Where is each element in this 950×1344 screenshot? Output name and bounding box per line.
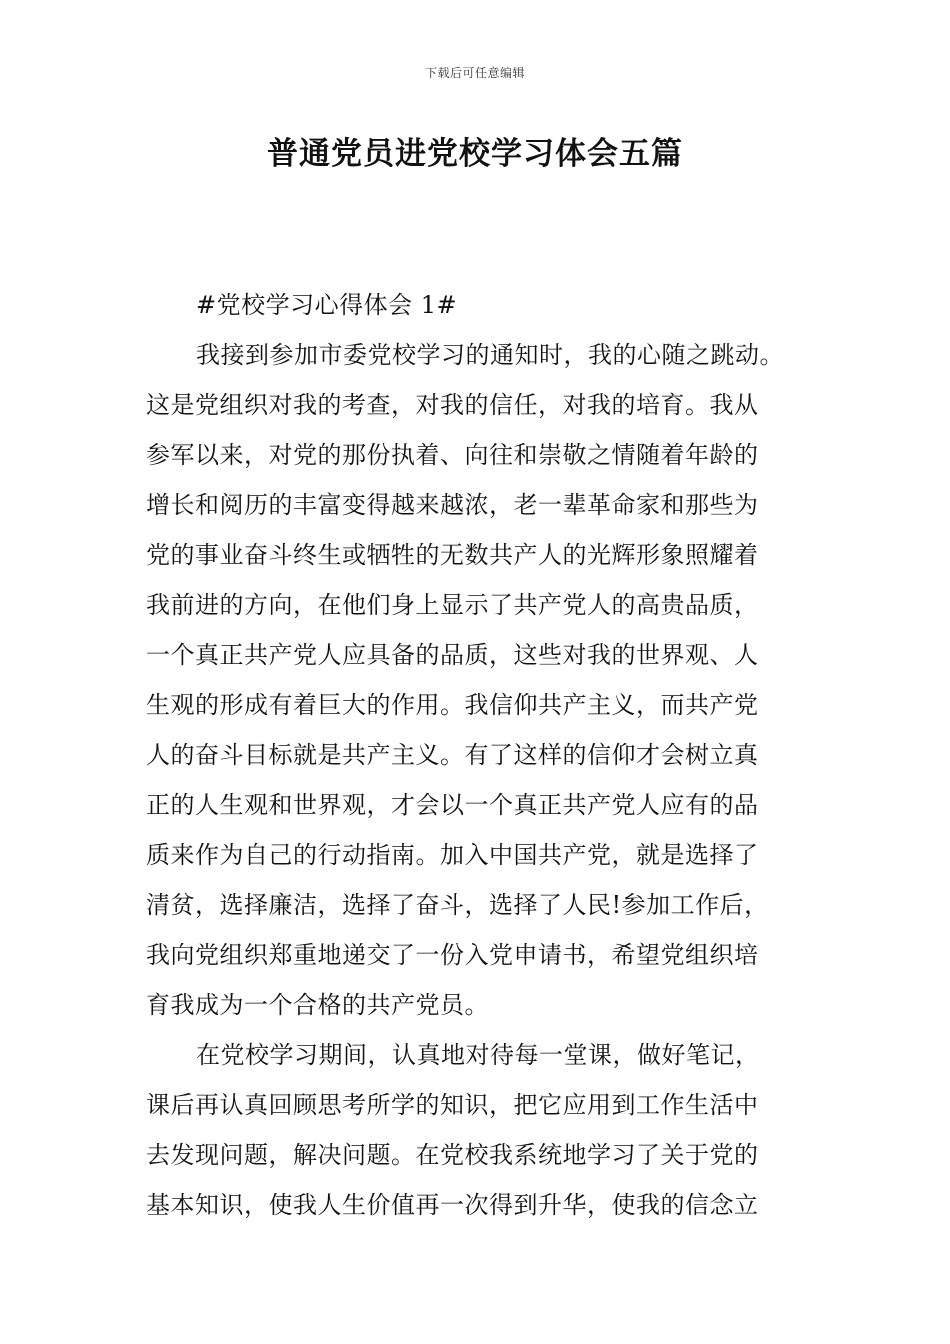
text-line: 党的事业奋斗终生或牺牲的无数共产人的光辉形象照耀着 [146, 541, 759, 569]
paragraph-2 [146, 1030, 826, 1230]
text-line: 课后再认真回顾思考所学的知识，把它应用到工作生活中 [146, 1091, 759, 1119]
document-title: 普通党员进党校学习体会五篇 [267, 136, 683, 172]
paragraph-1 [146, 330, 826, 1030]
text-line: 一个真正共产党人应具备的品质，这些对我的世界观、人 [146, 641, 759, 669]
header-note: 下载后可任意编辑 [424, 66, 525, 80]
text-line: 增长和阅历的丰富变得越来越浓，老一辈革命家和那些为 [146, 491, 759, 519]
text-line: 生观的形成有着巨大的作用。我信仰共产主义，而共产党 [146, 691, 759, 719]
text-line: 正的人生观和世界观，才会以一个真正共产党人应有的品 [146, 791, 759, 819]
text-line: 人的奋斗目标就是共产主义。有了这样的信仰才会树立真 [146, 741, 759, 769]
text-line: 我前进的方向，在他们身上显示了共产党人的高贵品质， [146, 591, 759, 619]
text-line: 我向党组织郑重地递交了一份入党申请书，希望党组织培 [146, 941, 759, 969]
text-line: 这是党组织对我的考查，对我的信任，对我的培育。我从 [146, 391, 759, 419]
text-line: 育我成为一个合格的共产党员。 [146, 991, 489, 1019]
text-line: 基本知识，使我人生价值再一次得到升华，使我的信念立 [146, 1191, 759, 1219]
text-line: 去发现问题，解决问题。在党校我系统地学习了关于党的 [146, 1141, 759, 1169]
text-line: 质来作为自己的行动指南。加入中国共产党，就是选择了 [146, 841, 759, 869]
text-line: 在党校学习期间，认真地对待每一堂课，做好笔记， [196, 1041, 760, 1069]
text-line: 参军以来，对党的那份执着、向往和崇敬之情随着年龄的 [146, 441, 759, 469]
document-body [146, 280, 826, 1230]
text-line: 清贫，选择廉洁，选择了奋斗，选择了人民!参加工作后， [146, 891, 769, 919]
section-heading: #党校学习心得体会 1# [196, 291, 458, 319]
text-line: 我接到参加市委党校学习的通知时，我的心随之跳动。 [196, 341, 784, 369]
